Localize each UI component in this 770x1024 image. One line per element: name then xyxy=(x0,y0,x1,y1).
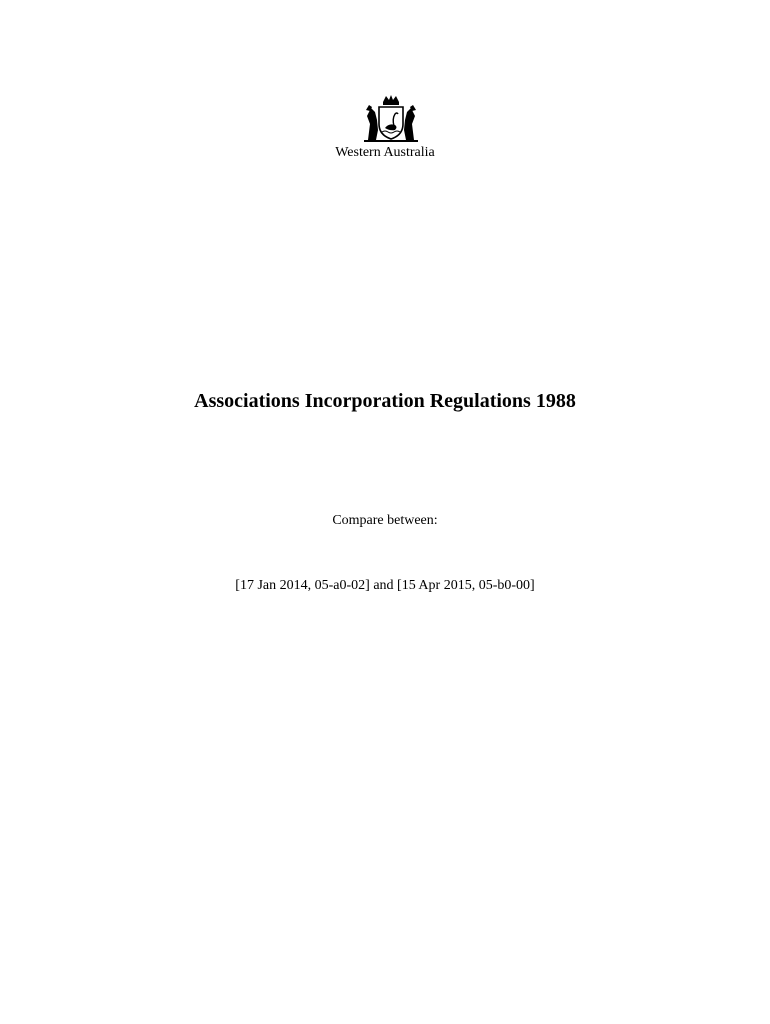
document-title: Associations Incorporation Regulations 1988 xyxy=(194,390,576,412)
version-range: [17 Jan 2014, 05-a0-02] and [15 Apr 2015, 05-b0-00] xyxy=(235,578,535,593)
jurisdiction-label: Western Australia xyxy=(335,145,435,160)
compare-label: Compare between: xyxy=(332,513,438,528)
coat-of-arms-icon xyxy=(358,94,424,144)
